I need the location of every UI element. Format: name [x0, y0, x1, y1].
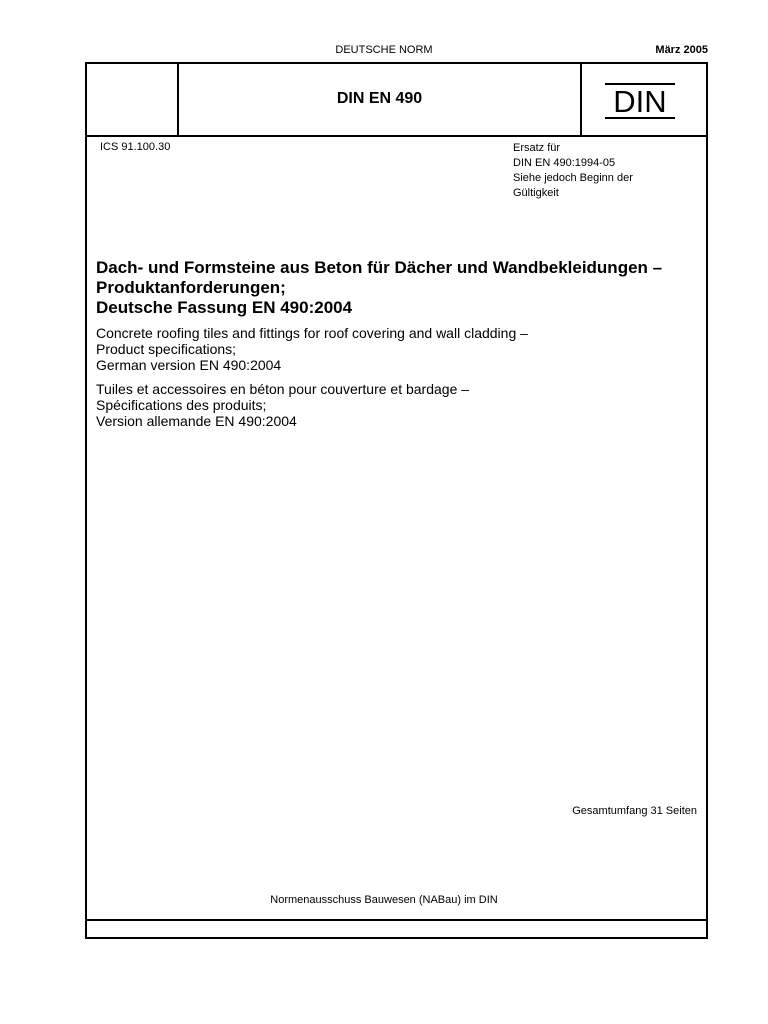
divider-right [580, 62, 582, 137]
title-french-line: Tuiles et accessoires en béton pour couverture et bardage – [96, 381, 470, 397]
title-french-line: Version allemande EN 490:2004 [96, 413, 297, 429]
title-german-line: Deutsche Fassung EN 490:2004 [96, 298, 353, 317]
committee-name: Normenausschuss Bauwesen (NABau) im DIN [270, 894, 498, 906]
replacement-note [513, 141, 693, 201]
replacement-line: DIN EN 490:1994-05 [513, 157, 616, 169]
replacement-line: Gültigkeit [513, 187, 559, 199]
replacement-line: Ersatz für [513, 142, 561, 154]
title-english-line: Concrete roofing tiles and fittings for roof covering and wall cladding – [96, 325, 528, 341]
standard-number: DIN EN 490 [336, 90, 423, 107]
title-english-line: Product specifications; [96, 341, 237, 357]
ics-code: ICS 91.100.30 [100, 141, 171, 153]
publication-date: März 2005 [655, 44, 708, 56]
title-french [96, 381, 706, 429]
title-german [96, 258, 706, 318]
din-logo-text: DIN [613, 84, 667, 119]
title-english-line: German version EN 490:2004 [96, 357, 282, 373]
din-logo [605, 83, 675, 119]
title-english [96, 325, 706, 373]
title-german-line: Dach- und Formsteine aus Beton für Dächer und Wandbekleidungen – [96, 258, 663, 277]
title-french-line: Spécifications des produits; [96, 397, 267, 413]
norm-type-label: DEUTSCHE NORM [335, 44, 433, 56]
title-german-line: Produktanforderungen; [96, 278, 286, 297]
page-count: Gesamtumfang 31 Seiten [572, 805, 697, 817]
footer-divider [85, 919, 708, 921]
replacement-line: Siehe jedoch Beginn der [513, 172, 633, 184]
